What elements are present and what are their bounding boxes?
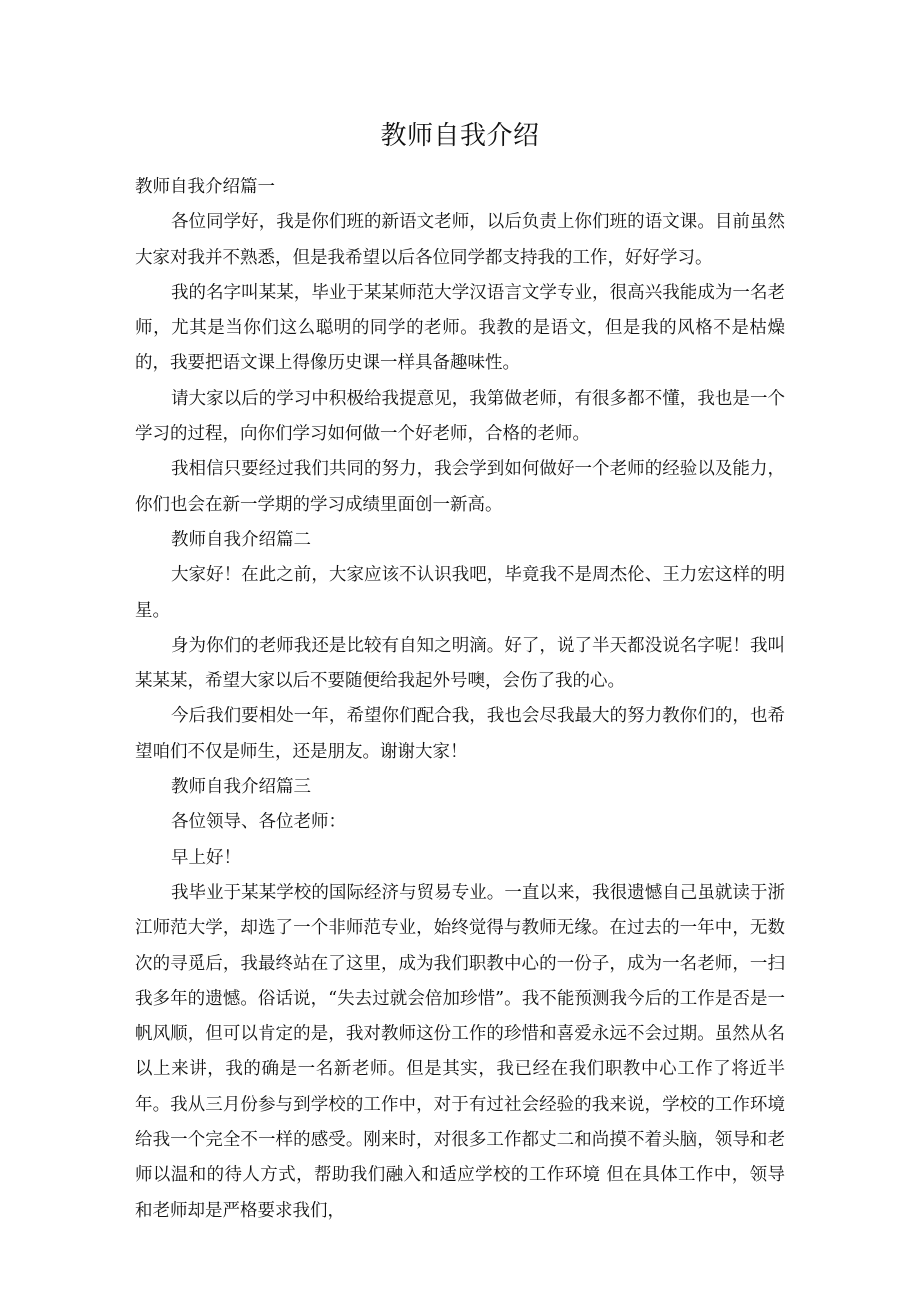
paragraph: 今后我们要相处一年，希望你们配合我，我也会尽我最大的努力教你们的，也希望咱们不仅是师生，还是朋友。谢谢大家！ [135, 706, 785, 762]
paragraph: 我的名字叫某某，毕业于某某师范大学汉语言文学专业，很高兴我能成为一名老师，尤其是当你们这么聪明的同学的老师。我教的是语文，但是我的风格不是枯燥的，我要把语文课上得像历史课一样具备趣味性。 [135, 282, 785, 374]
section-heading-3: 教师自我介绍篇三 [171, 777, 311, 798]
paragraph: 我毕业于某某学校的国际经济与贸易专业。一直以来，我很遗憾自己虽就读于浙江师范大学，却选了一个非师范专业，始终觉得与教师无缘。在过去的一年中，无数次的寻觅后，我最终站在了这里，成为我们职教中心的一份子，成为一名老师，一扫我多年的遗憾。俗话说，“失去过就会倍加珍惜”。我不能预测我今后的工作是否是一帆风顺，但可以肯定的是，我对教师这份工作的珍惜和喜爱永远不会过期。虽然从名以上来讲，我的确是一名新老师。但是其实，我已经在我们职教中心工作了将近半年。我从三月份参与到学校的工作中，对于有过社会经验的我来说，学校的工作环境给我一个完全不一样的感受。刚来时，对很多工作都丈二和尚摸不着头脑，领导和老师以温和的待人方式，帮助我们融入和适应学校的工作环境 但在具体工作中，领导和老师却是严格要求我们， [135, 882, 785, 1221]
paragraph: 身为你们的老师我还是比较有自知之明滴。好了，说了半天都没说名字呢！我叫某某某，希望大家以后不要随便给我起外号噢，会伤了我的心。 [135, 635, 785, 692]
salutation: 各位领导、各位老师： [171, 812, 346, 833]
paragraph: 我相信只要经过我们共同的努力，我会学到如何做好一个老师的经验以及能力，你们也会在新一学期的学习成绩里面创一新高。 [135, 459, 785, 515]
paragraph: 请大家以后的学习中积极给我提意见，我第做老师，有很多都不懂，我也是一个学习的过程，向你们学习如何做一个好老师，合格的老师。 [135, 388, 785, 445]
greeting: 早上好！ [171, 847, 241, 868]
section-heading-1: 教师自我介绍篇一 [135, 177, 275, 197]
paragraph: 各位同学好，我是你们班的新语文老师，以后负责上你们班的语文课。目前虽然大家对我并不熟悉，但是我希望以后各位同学都支持我的工作，好好学习。 [135, 212, 785, 268]
document-title: 教师自我介绍 [380, 121, 540, 151]
paragraph: 大家好！在此之前，大家应该不认识我吧，毕竟我不是周杰伦、王力宏这样的明星。 [135, 565, 785, 621]
section-heading-2: 教师自我介绍篇二 [171, 529, 311, 550]
document-body [135, 170, 785, 1229]
